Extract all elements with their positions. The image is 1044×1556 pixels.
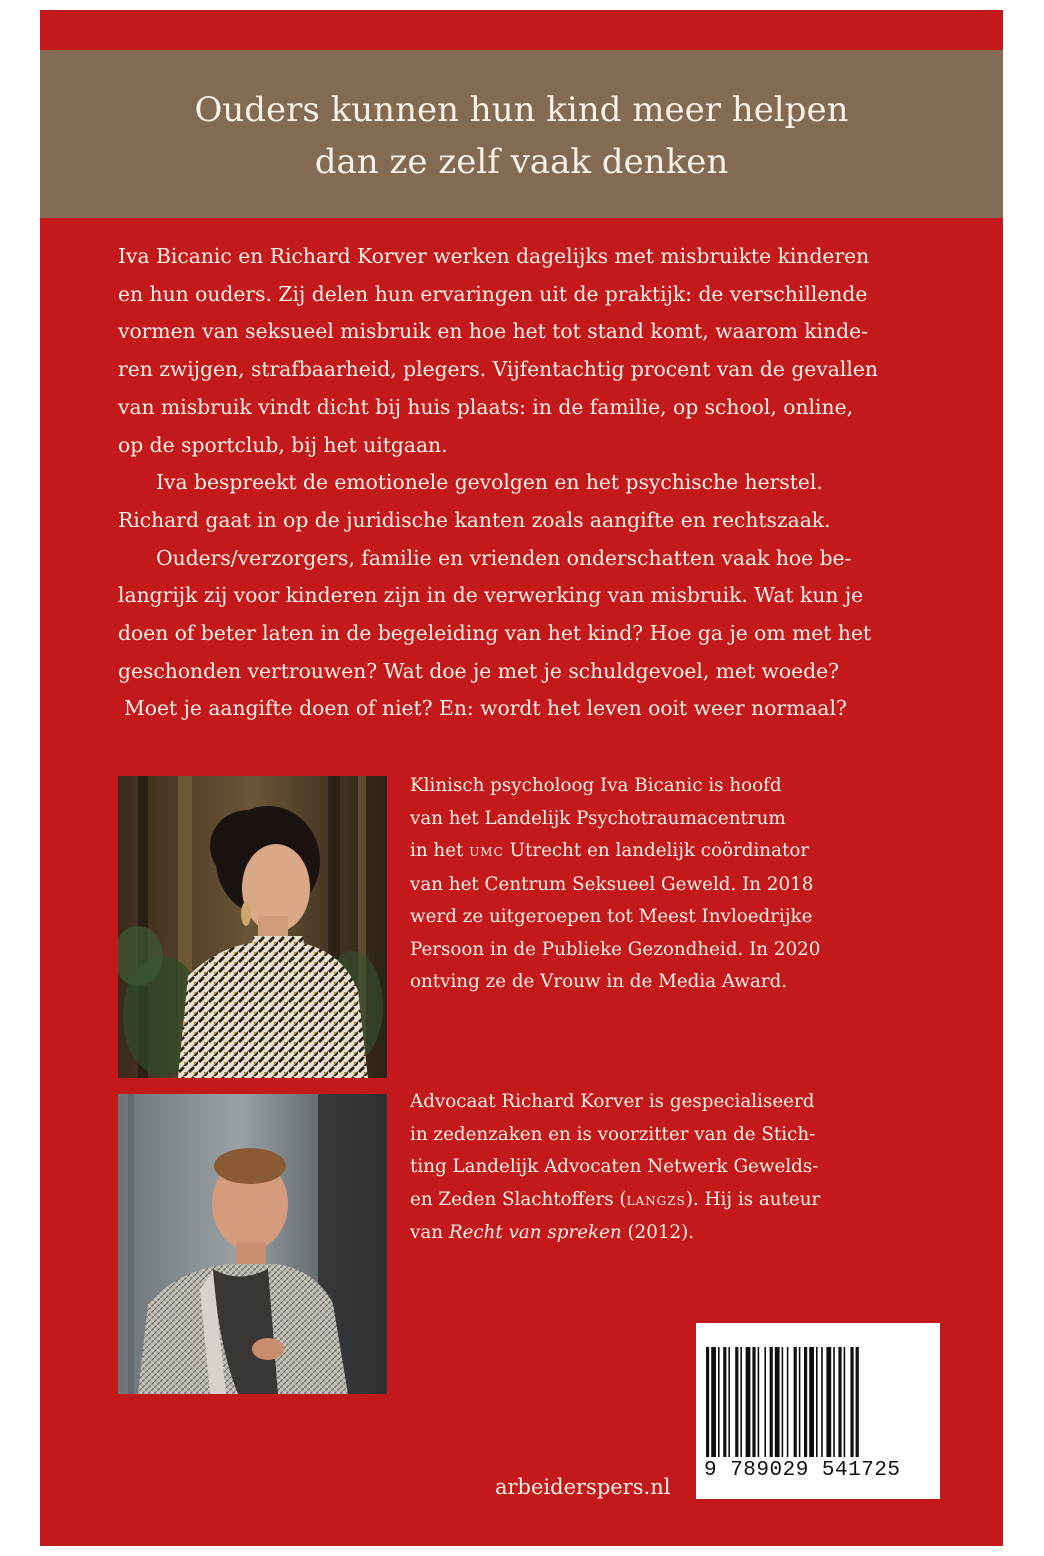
barcode-bar — [844, 1347, 846, 1457]
barcode-bar — [706, 1347, 709, 1457]
blurb-line: op de sportclub, bij het uitgaan. — [118, 432, 448, 457]
barcode-bar — [809, 1347, 814, 1457]
book-back-cover — [40, 10, 1003, 1546]
barcode-bar — [752, 1347, 755, 1457]
bio-text: van — [410, 1222, 449, 1243]
barcode-bar — [804, 1347, 807, 1457]
bio-line — [410, 835, 890, 869]
bio-iva-bicanic — [410, 770, 890, 999]
umc-abbreviation: UMC — [469, 845, 504, 859]
barcode-bar — [723, 1347, 726, 1457]
barcode-bar — [833, 1347, 835, 1457]
blurb-line: doen of beter laten in de begeleiding van het kind? Hoe ga je om met het — [118, 621, 872, 646]
bio-line: in zedenzaken en is voorzitter van de Stich- — [410, 1123, 816, 1145]
headline — [40, 84, 1003, 188]
blurb-line: Moet je aangifte doen of niet? En: wordt het leven ooit weer normaal? — [124, 696, 847, 721]
barcode-bar — [718, 1347, 720, 1457]
blurb-paragraph-1 — [118, 238, 933, 464]
barcode-bar — [816, 1347, 818, 1457]
barcode-bar — [770, 1347, 773, 1457]
blurb-line: vormen van seksueel misbruik en hoe het tot stand komt, waarom kinde- — [118, 319, 868, 344]
barcode-bar — [746, 1347, 751, 1457]
bio-line: ontving ze de Vrouw in de Media Award. — [410, 971, 788, 992]
barcode-bars — [704, 1347, 932, 1457]
barcode-bar — [782, 1347, 784, 1457]
bio-line — [410, 1184, 890, 1218]
bio-text: in het — [410, 840, 470, 861]
bio-line: van het Centrum Seksueel Geweld. In 2018 — [410, 873, 814, 895]
barcode-bar — [775, 1347, 780, 1457]
blurb-paragraph-2 — [118, 464, 933, 539]
isbn-digits: 9 789029 541725 — [704, 1459, 901, 1482]
bio-line — [410, 1217, 890, 1250]
barcode-bar — [764, 1347, 766, 1457]
blurb-line: geschonden vertrouwen? Wat doe je met je schuldgevoel, met woede? — [118, 658, 839, 683]
headline-line-1: Ouders kunnen hun kind meer helpen — [194, 90, 849, 130]
barcode-bar — [740, 1347, 742, 1457]
blurb-line: Iva bespreekt de emotionele gevolgen en het psychische herstel. — [156, 470, 823, 495]
barcode-bar — [850, 1347, 853, 1457]
barcode-bar — [856, 1347, 859, 1457]
bio-text: Utrecht en landelijk coördinator — [503, 840, 810, 861]
blurb-line: langrijk zij voor kinderen zijn in de verwerking van misbruik. Wat kun je — [118, 583, 864, 608]
barcode-bar — [711, 1347, 716, 1457]
bio-text: (2012). — [621, 1222, 695, 1243]
author-photo-richard-korver — [118, 1094, 387, 1394]
barcode-bar — [826, 1347, 831, 1457]
blurb-line: Richard gaat in op de juridische kanten zoals aangifte en rechtszaak. — [118, 507, 831, 532]
bio-richard-korver — [410, 1086, 890, 1250]
blurb-line: ren zwijgen, strafbaarheid, plegers. Vijfentachtig procent van de gevallen — [118, 357, 878, 382]
headline-line-2: dan ze zelf vaak denken — [314, 142, 729, 182]
barcode-bar — [758, 1347, 760, 1457]
author-photo-iva-bicanic — [118, 776, 387, 1078]
barcode-bar — [799, 1347, 801, 1457]
blurb-paragraph-3 — [118, 540, 933, 729]
barcode-bar — [821, 1347, 823, 1457]
bio-line: Persoon in de Publieke Gezondheid. In 2020 — [410, 938, 821, 960]
bio-line: Klinisch psycholoog Iva Bicanic is hoofd — [410, 775, 782, 796]
book-title: Recht van spreken — [448, 1222, 622, 1243]
blurb-line: en hun ouders. Zij delen hun ervaringen uit de praktijk: de verschillende — [118, 281, 868, 306]
bio-line: Advocaat Richard Korver is gespecialiseerd — [410, 1091, 815, 1112]
blurb-line: Ouders/verzorgers, familie en vrienden onderschatten vaak hoe be- — [156, 545, 852, 570]
barcode-bar — [735, 1347, 738, 1457]
isbn-barcode — [696, 1323, 940, 1499]
barcode-bar — [794, 1347, 797, 1457]
barcode-bar — [787, 1347, 789, 1457]
blurb-line: van misbruik vindt dicht bij huis plaats: in de familie, op school, online, — [118, 394, 854, 419]
blurb — [118, 238, 933, 728]
bio-text: ). Hij is auteur — [685, 1188, 821, 1210]
blurb-line: Iva Bicanic en Richard Korver werken dagelijks met misbruikte kinderen — [118, 244, 870, 268]
bio-line: ting Landelijk Advocaten Netwerk Gewelds- — [410, 1156, 819, 1177]
bio-line: van het Landelijk Psychotraumacentrum — [410, 807, 786, 829]
bio-text: en Zeden Slachtoffers ( — [410, 1188, 627, 1210]
barcode-bar — [838, 1347, 841, 1457]
barcode-bar — [728, 1347, 730, 1457]
langzs-abbreviation: LANGZS — [626, 1193, 686, 1208]
publisher-url: arbeiderspers.nl — [495, 1475, 671, 1499]
bio-line: werd ze uitgeroepen tot Meest Invloedrijke — [410, 906, 813, 927]
